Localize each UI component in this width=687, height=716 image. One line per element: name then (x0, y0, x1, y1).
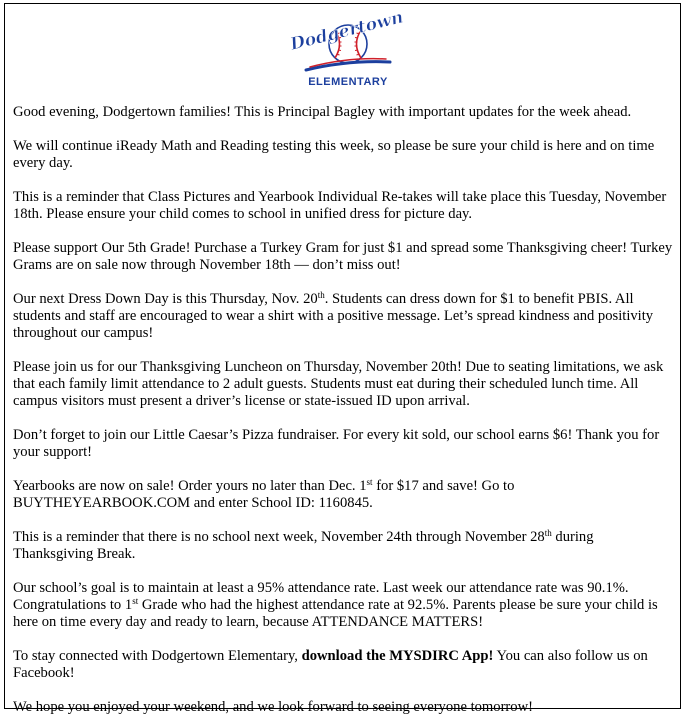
paragraph-closing: We hope you enjoyed your weekend, and we look forward to seeing everyone tomorrow! (13, 699, 533, 715)
logo-name-bottom: ELEMENTARY (308, 76, 388, 88)
paragraph-turkey-grams: Please support Our 5th Grade! Purchase a Turkey Gram for just $1 and spread some Thanksgiving cheer! Turkey Grams are on sale now through November 18th — don’t miss out! (13, 240, 673, 273)
paragraph-class-pictures: This is a reminder that Class Pictures and Yearbook Individual Re-takes will take place this Tuesday, November 18th. Please ensure your child comes to school in unified dress for picture day. (13, 189, 667, 222)
paragraph-pizza-fundraiser: Don’t forget to join our Little Caesar’s Pizza fundraiser. For every kit sold, our school earns $6! Thank you for your support! (13, 427, 660, 460)
paragraph-yearbooks: Yearbooks are now on sale! Order yours no later than Dec. 1st for $17 and save! Go to BUYTHEYEARBOOK.COM and enter School ID: 1160845. (13, 477, 515, 511)
newsletter-body (13, 104, 675, 716)
dodgertown-logo (288, 7, 406, 92)
paragraph-attendance: Our school’s goal is to maintain at least a 95% attendance rate. Last week our attendance rate was 90.1%. Congratulations to 1st Grade who had the highest attendance rate at 92.5%. Parents please be sure your child is here on time every day and ready to learn, because ATTENDANCE MATTERS! (13, 580, 658, 630)
paragraph-greeting: Good evening, Dodgertown families! This is Principal Bagley with important updates for the week ahead. (13, 104, 632, 120)
paragraph-dress-down-day: Our next Dress Down Day is this Thursday, Nov. 20th. Students can dress down for $1 to benefit PBIS. All students and staff are encouraged to wear a shirt with a positive message. Let’s spread kindness and positivity throughout our campus! (13, 290, 654, 341)
newsletter-frame (4, 3, 681, 715)
paragraph-thanksgiving-break: This is a reminder that there is no school next week, November 24th through November 28th during Thanksgiving Break. (13, 528, 594, 562)
logo-name-top: Dodgertown (288, 7, 406, 55)
paragraph-thanksgiving-luncheon: Please join us for our Thanksgiving Luncheon on Thursday, November 20th! Due to seating limitations, we ask that each family limit attendance to 2 adult guests. Students must eat during their scheduled lunch time. All campus visitors must present a driver’s license or state-issued ID upon arrival. (13, 359, 664, 409)
paragraph-app: To stay connected with Dodgertown Elementary, download the MYSDIRC App! You can also follow us on Facebook! (13, 648, 648, 681)
bat-swoosh-icon (306, 62, 390, 70)
paragraph-iready-testing: We will continue iReady Math and Reading testing this week, so please be sure your child is here and on time every day. (13, 138, 655, 171)
